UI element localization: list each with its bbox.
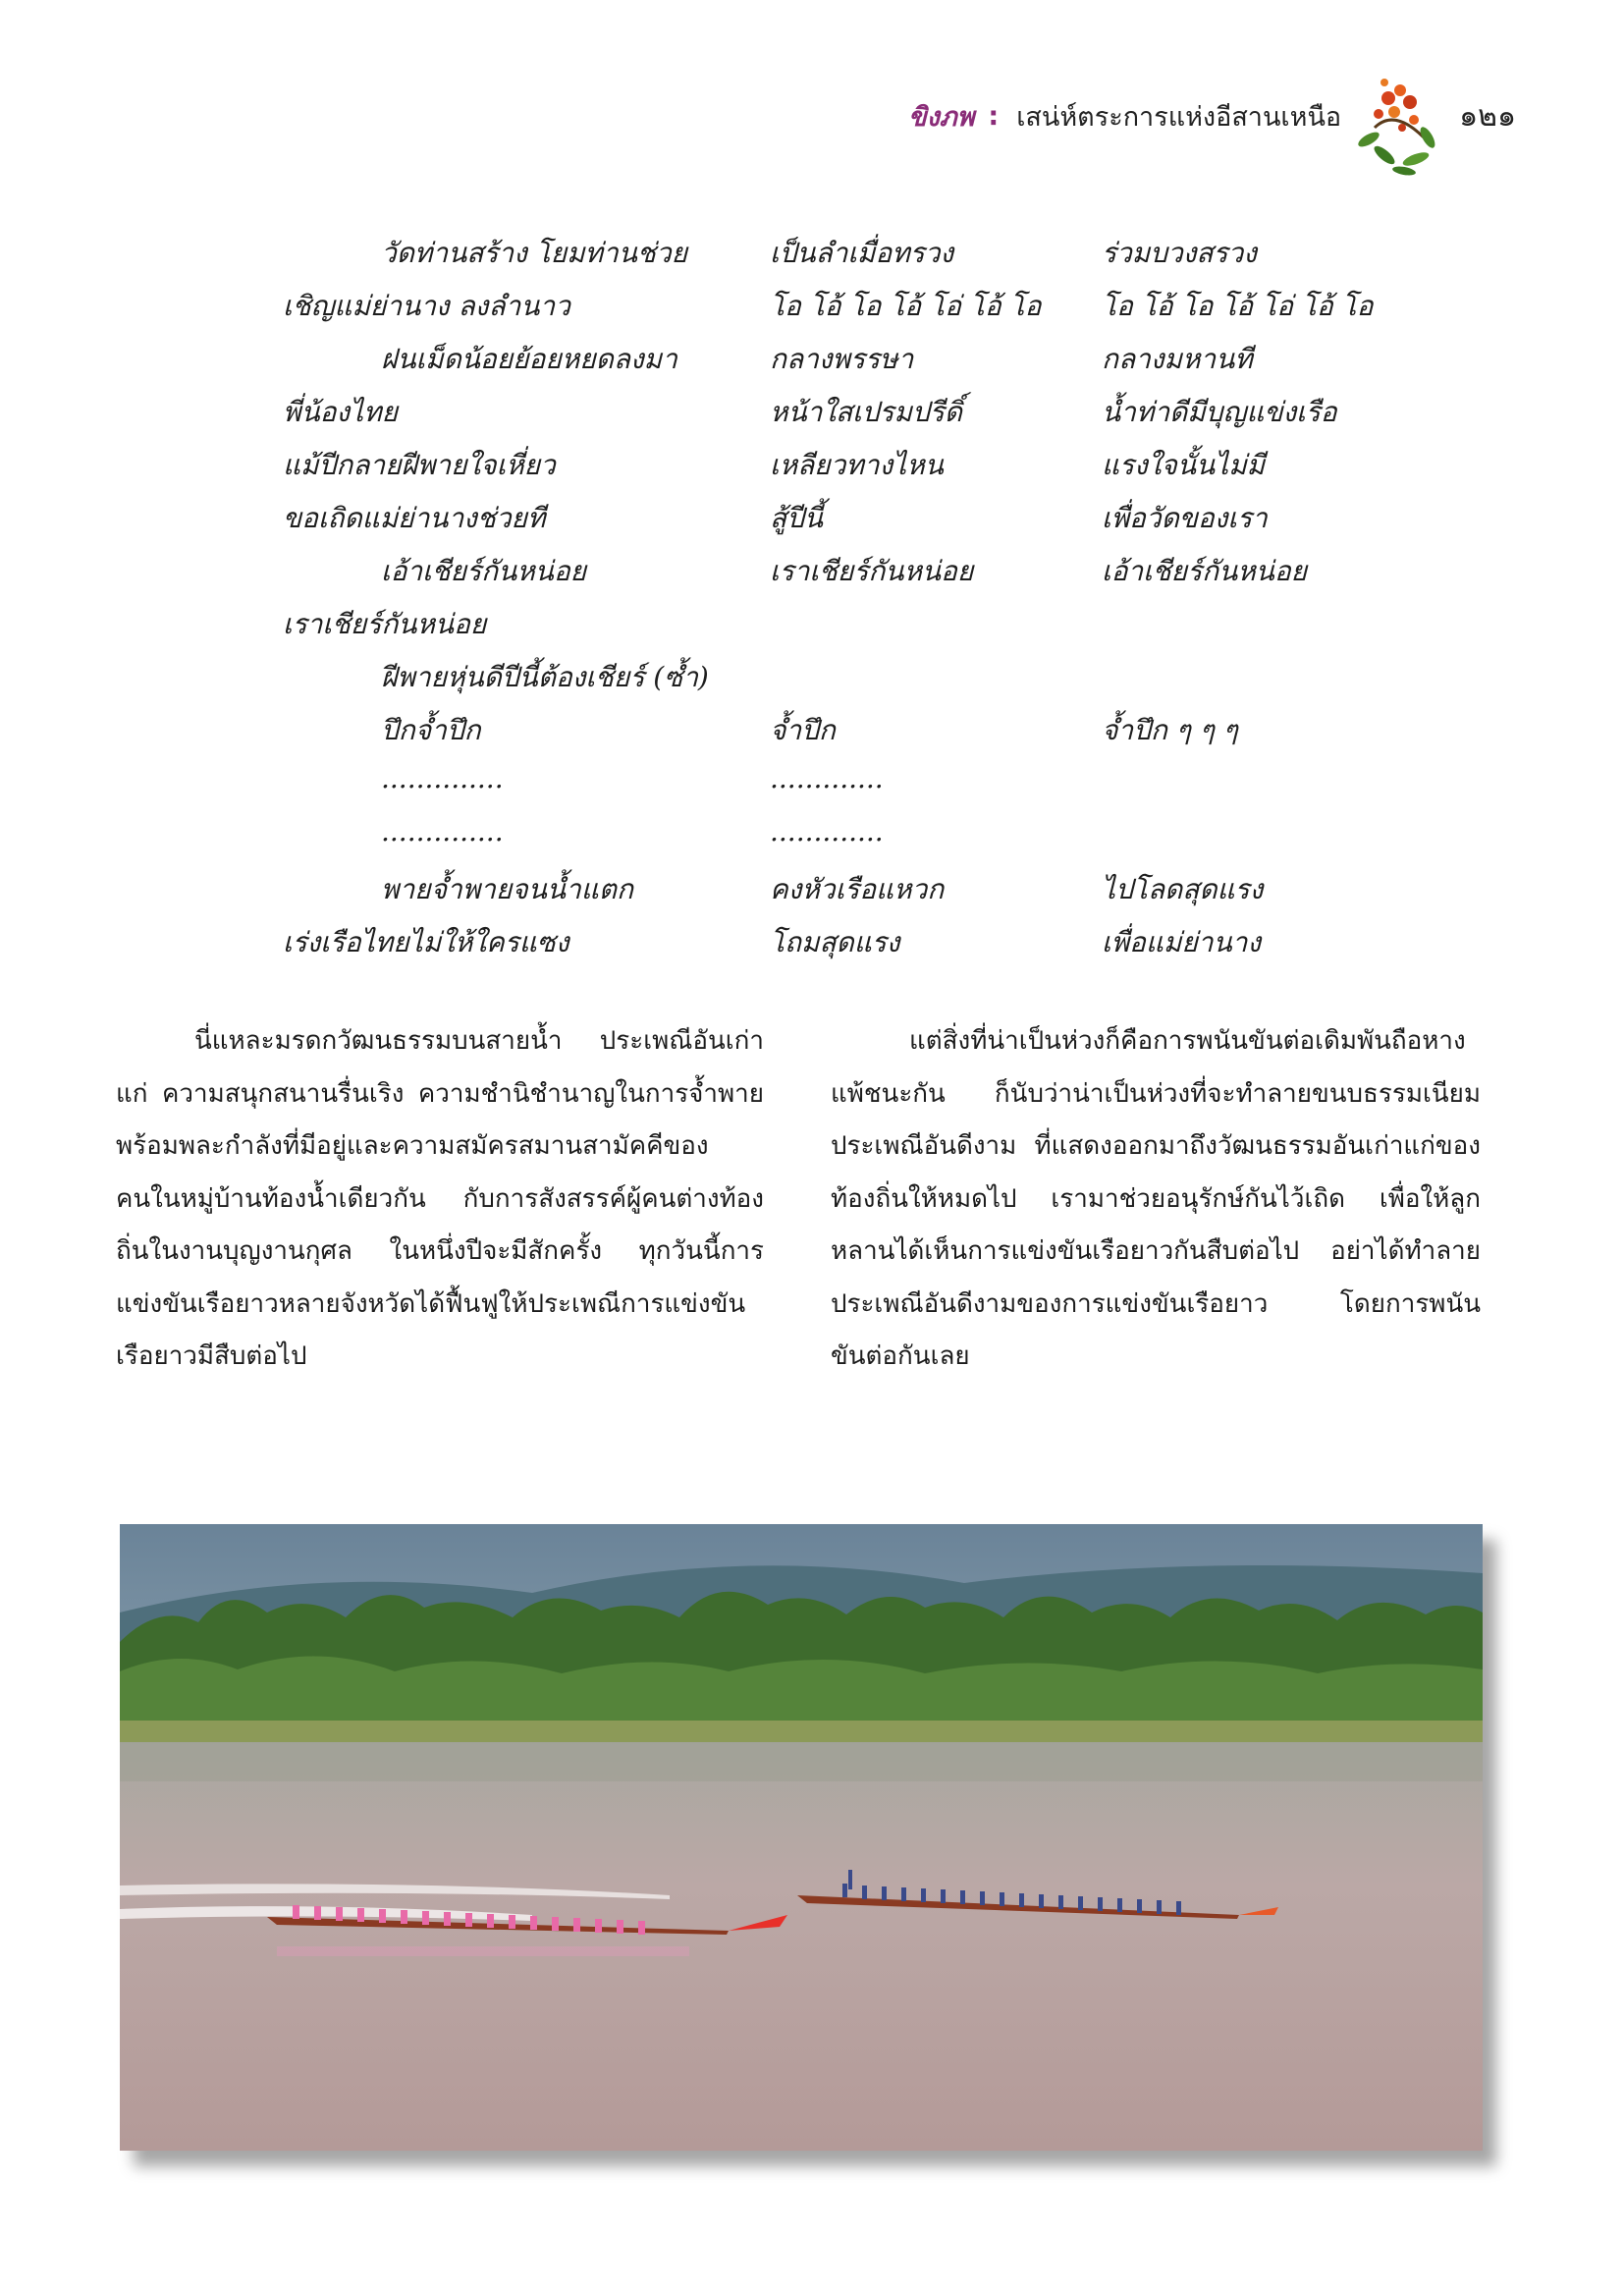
poem-first-phrase: .............. [381, 762, 504, 794]
poem-second-phrase: เราเชียร์กันหน่อย [770, 555, 974, 587]
poem-line [0, 497, 1624, 536]
poem-line [0, 285, 1624, 324]
poem-second-phrase: โอ โอ้ โอ โอ้ โอ่ โอ้ โอ [770, 290, 1042, 322]
poem-third-phrase: แรงใจนั้นไม่มี [1102, 449, 1266, 481]
poem-second-phrase: สู้ปีนี้ [770, 502, 824, 534]
poem-lyrics [0, 232, 1624, 978]
poem-second-phrase: หน้าใสเปรมปรีดิ์ [770, 396, 962, 428]
poem-line [0, 709, 1624, 748]
poem-first-phrase: ฝนเม็ดน้อยย้อยหยดลงมา [381, 343, 677, 375]
poem-third-phrase: ร่วมบวงสรวง [1102, 237, 1257, 269]
poem-first-phrase: วัดท่านสร้าง โยมท่านช่วย [381, 237, 688, 269]
poem-line [0, 391, 1624, 430]
poem-line [0, 815, 1624, 854]
poem-first-phrase: พายจ้ำพายจนน้ำแตก [381, 873, 633, 905]
boat-race-illustration [120, 1524, 1483, 2151]
poem-line [0, 338, 1624, 377]
bank-reflection [120, 1742, 1483, 1781]
body-paragraph-left: นี่แหละมรดกวัฒนธรรมบนสายน้ำ ประเพณีอันเก่าแก่ ความสนุกสนานรื่นเริง ความชำนิชำนาญในการจ้ำพาย พร้อมพละกำลังที่มีอยู่และความสมัครสมานสามัคคีของคนในหมู่บ้านท้องน้ำเดียวกัน กับการสังสรรค์ผู้คนต่างท้องถิ่นในงานบุญงานกุศล ในหนึ่งปีจะมีสักครั้ง ทุกวันนี้การแข่งขันเรือยาวหลายจังหวัดได้ฟื้นฟูให้ประเพณีการแข่งขันเรือยาวมีสืบต่อไป [116, 1026, 764, 1371]
poem-first-phrase: เร่งเรือไทยไม่ให้ใครแซง [283, 926, 569, 958]
poem-third-phrase: เพื่อวัดของเรา [1102, 502, 1268, 534]
poem-third-phrase: กลางมหานที [1102, 343, 1253, 375]
poem-first-phrase: ปึกจ้ำปึก [381, 714, 481, 746]
poem-first-phrase: .............. [381, 815, 504, 847]
poem-line [0, 232, 1624, 271]
poem-first-phrase: ขอเถิดแม่ย่านางช่วยที [283, 502, 546, 534]
poem-first-phrase: ฝีพายหุ่นดีปีนี้ต้องเชียร์ (ซ้ำ) [381, 661, 709, 693]
poem-second-phrase: คงหัวเรือแหวก [770, 873, 945, 905]
poem-line [0, 921, 1624, 960]
poem-third-phrase: น้ำท่าดีมีบุญแข่งเรือ [1102, 396, 1337, 428]
poem-first-phrase: เอ้าเชียร์กันหน่อย [381, 555, 587, 587]
page-header [908, 55, 1516, 177]
poem-second-phrase: กลางพรรษา [770, 343, 914, 375]
poem-second-phrase: เหลียวทางไหน [770, 449, 944, 481]
poem-second-phrase: จ้ำปึก [770, 714, 836, 746]
poem-line [0, 762, 1624, 801]
book-subtitle: เสน่ห์ตระการแห่งอีสานเหนือ [1016, 101, 1342, 133]
poem-second-phrase: ............. [770, 762, 884, 794]
poem-first-phrase: แม้ปีกลายฝีพายใจเหี่ยว [283, 449, 556, 481]
poem-first-phrase: พี่น้องไทย [283, 396, 399, 428]
poem-third-phrase: โอ โอ้ โอ โอ้ โอ่ โอ้ โอ [1102, 290, 1374, 322]
poem-second-phrase: เป็นลำเมื่อทรวง [770, 237, 954, 269]
poem-first-phrase: เชิญแม่ย่านาง ลงลำนาว [283, 290, 570, 322]
poem-line [0, 603, 1624, 642]
poem-second-phrase: ............. [770, 815, 884, 847]
flower-ornament-icon [1355, 69, 1439, 177]
header-separator: : [988, 100, 1000, 132]
poem-line [0, 656, 1624, 695]
poem-third-phrase: จ้ำปึก ๆ ๆ ๆ [1102, 714, 1238, 746]
poem-line [0, 868, 1624, 907]
poem-third-phrase: ไปโลดสุดแรง [1102, 873, 1264, 905]
poem-third-phrase: เพื่อแม่ย่านาง [1102, 926, 1262, 958]
poem-line [0, 444, 1624, 483]
page-number: ๑๒๑ [1459, 98, 1516, 134]
poem-line [0, 550, 1624, 589]
body-paragraph-right: แต่สิ่งที่น่าเป็นห่วงก็คือการพนันขันต่อเดิมพันถือหางแพ้ชนะกัน ก็นับว่าน่าเป็นห่วงที่จะทำลายขนบธรรมเนียมประเพณีอันดีงาม ที่แสดงออกมาถึงวัฒนธรรมอันเก่าแก่ของท้องถิ่นให้หมดไป เรามาช่วยอนุรักษ์กันไว้เถิด เพื่อให้ลูกหลานได้เห็นการแข่งขันเรือยาวกันสืบต่อไป อย่าได้ทำลายประเพณีอันดีงามของการแข่งขันเรือยาว โดยการพนันขันต่อกันเลย [831, 1026, 1481, 1371]
poem-third-phrase: เอ้าเชียร์กันหน่อย [1102, 555, 1308, 587]
book-brand-title: ขิงภพ [908, 101, 975, 133]
boat-race-photo [120, 1524, 1483, 2151]
pink-team-reflection [277, 1946, 689, 1956]
poem-second-phrase: โถมสุดแรง [770, 926, 900, 958]
poem-first-phrase: เราเชียร์กันหน่อย [283, 608, 487, 640]
